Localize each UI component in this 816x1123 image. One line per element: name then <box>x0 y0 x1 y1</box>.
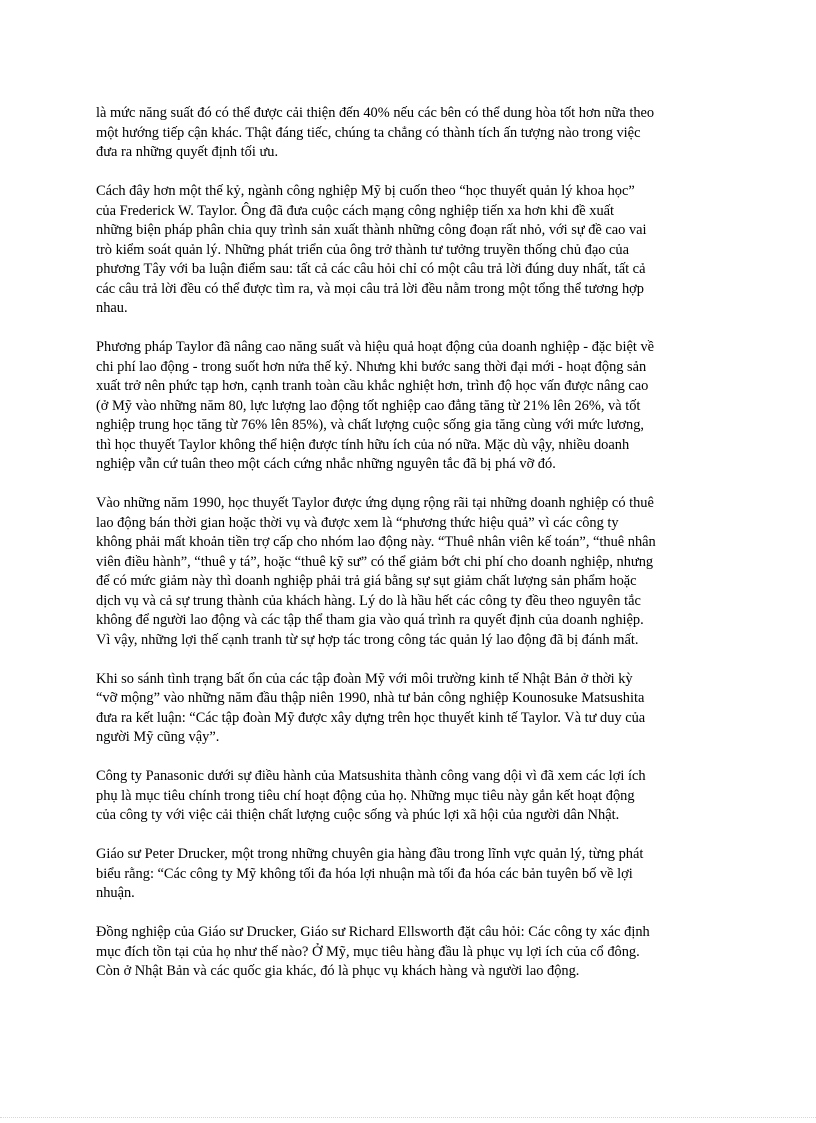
paragraph <box>96 923 720 982</box>
text-line: viên điều hành”, “thuê y tá”, hoặc “thuê kỹ sư” có thể giảm bớt chi phí cho doanh nghiệp, nhưng <box>96 553 654 570</box>
paragraph <box>96 338 720 475</box>
text-line: nghiệp vẫn cứ tuân theo một cách cứng nhắc những nguyên tắc đã bị phá vỡ đó. <box>96 456 556 472</box>
text-line: không để người lao động và các tập thể tham gia vào quá trình ra quyết định của doanh nghiệp. <box>96 612 644 628</box>
paragraph <box>96 845 720 904</box>
text-line: người Mỹ cũng vậy”. <box>96 729 220 745</box>
text-line: Khi so sánh tình trạng bất ổn của các tập đoàn Mỹ với môi trường kinh tế Nhật Bản ở thời kỳ <box>96 670 633 687</box>
text-line: Phương pháp Taylor đã nâng cao năng suất và hiệu quả hoạt động của doanh nghiệp - đặc biệt về <box>96 339 655 355</box>
text-line: nhuận. <box>96 885 135 901</box>
text-line: của Frederick W. Taylor. Ông đã đưa cuộc cách mạng công nghiệp tiến xa hơn khi đề xuất <box>96 202 615 219</box>
text-line: không phải mất khoản tiền trợ cấp cho nhóm lao động này. “Thuê nhân viên kế toán”, “thuê nhân <box>96 534 656 550</box>
text-line: Giáo sư Peter Drucker, một trong những chuyên gia hàng đầu trong lĩnh vực quản lý, từng phát <box>96 846 644 862</box>
text-line: những biện pháp phân chia quy trình sản xuất thành những công đoạn rất nhỏ, với sự đề cao vai <box>96 222 647 238</box>
paragraph <box>96 767 720 826</box>
document-body <box>96 104 720 1001</box>
text-line: biểu rằng: “Các công ty Mỹ không tối đa hóa lợi nhuận mà tối đa hóa các bản tuyên bố về lợi <box>96 865 633 882</box>
text-line: Còn ở Nhật Bản và các quốc gia khác, đó là phục vụ khách hàng và người lao động. <box>96 963 580 979</box>
text-line: mục đích tồn tại của họ như thế nào? Ở Mỹ, mục tiêu hàng đầu là phục vụ lợi ích của cổ đông. <box>96 943 640 960</box>
text-line: phụ là mục tiêu chính trong tiêu chí hoạt động của họ. Những mục tiêu này gắn kết hoạt động <box>96 787 635 804</box>
text-line: xuất trở nên phức tạp hơn, cạnh tranh toàn cầu khắc nghiệt hơn, trình độ học vấn được nâng cao <box>96 378 649 394</box>
text-line: phương Tây với ba luận điểm sau: tất cả các câu hỏi chỉ có một câu trả lời đúng duy nhất, tất cả <box>96 261 646 277</box>
text-line: “vỡ mộng” vào những năm đầu thập niên 1990, nhà tư bản công nghiệp Kounosuke Matsushita <box>96 690 645 706</box>
text-line: nhau. <box>96 300 128 316</box>
text-line: để có mức giảm này thì doanh nghiệp phải trả giá bằng sự sụt giảm chất lượng sản phẩm hoặc <box>96 573 637 589</box>
text-line: của công ty với việc cải thiện chất lượng cuộc sống và phúc lợi xã hội của người dân Nhật. <box>96 807 620 823</box>
text-line: các câu trả lời đều có thể được tìm ra, và mọi câu trả lời đều nằm trong một tổng thể tương hợp <box>96 280 644 297</box>
text-line: trò kiểm soát quản lý. Những phát triển của ông trở thành tư tưởng truyền thống chủ đạo của <box>96 241 629 258</box>
text-line: là mức năng suất đó có thể được cải thiện đến 40% nếu các bên có thể dung hòa tốt hơn nữa theo <box>96 105 655 121</box>
text-line: dịch vụ và cả sự trung thành của khách hàng. Lý do là hầu hết các công ty đều theo nguyên tắc <box>96 592 641 609</box>
text-line: Đồng nghiệp của Giáo sư Drucker, Giáo sư Richard Ellsworth đặt câu hỏi: Các công ty xác định <box>96 924 650 940</box>
text-line: đưa ra những quyết định tối ưu. <box>96 144 279 160</box>
paragraph <box>96 104 720 163</box>
text-line: thì học thuyết Taylor không thể hiện được tính hữu ích của nó nữa. Mặc dù vậy, nhiều doanh <box>96 436 630 453</box>
text-line: đưa ra kết luận: “Các tập đoàn Mỹ được xây dựng trên học thuyết kinh tế Taylor. Và tư duy của <box>96 709 646 726</box>
paragraph <box>96 670 720 748</box>
text-line: Công ty Panasonic dưới sự điều hành của Matsushita thành công vang dội vì đã xem các lợi ích <box>96 768 646 784</box>
text-line: nghiệp trung học tăng từ 76% lên 85%), và chất lượng cuộc sống gia tăng cùng với mức lương, <box>96 417 644 433</box>
text-line: Vì vậy, những lợi thế cạnh tranh từ sự hợp tác trong công tác quản lý lao động đã bị đánh mất. <box>96 631 639 648</box>
text-line: (ở Mỹ vào những năm 80, lực lượng lao động tốt nghiệp cao đẳng tăng từ 21% lên 26%, và tốt <box>96 397 641 414</box>
text-line: Vào những năm 1990, học thuyết Taylor được ứng dụng rộng rãi tại những doanh nghiệp có thuê <box>96 495 654 511</box>
paragraph <box>96 494 720 650</box>
text-line: lao động bán thời gian hoặc thời vụ và được xem là “phương thức hiệu quả” vì các công ty <box>96 514 619 531</box>
paragraph <box>96 182 720 319</box>
text-line: chi phí lao động - trong suốt hơn nửa thế kỷ. Nhưng khi bước sang thời đại mới - hoạt động sản <box>96 358 647 375</box>
text-line: một hướng tiếp cận khác. Thật đáng tiếc, chúng ta chẳng có thành tích ấn tượng nào trong việc <box>96 124 641 141</box>
page-bottom-rule <box>0 1117 816 1118</box>
text-line: Cách đây hơn một thế kỷ, ngành công nghiệp Mỹ bị cuốn theo “học thuyết quản lý khoa học” <box>96 183 635 199</box>
